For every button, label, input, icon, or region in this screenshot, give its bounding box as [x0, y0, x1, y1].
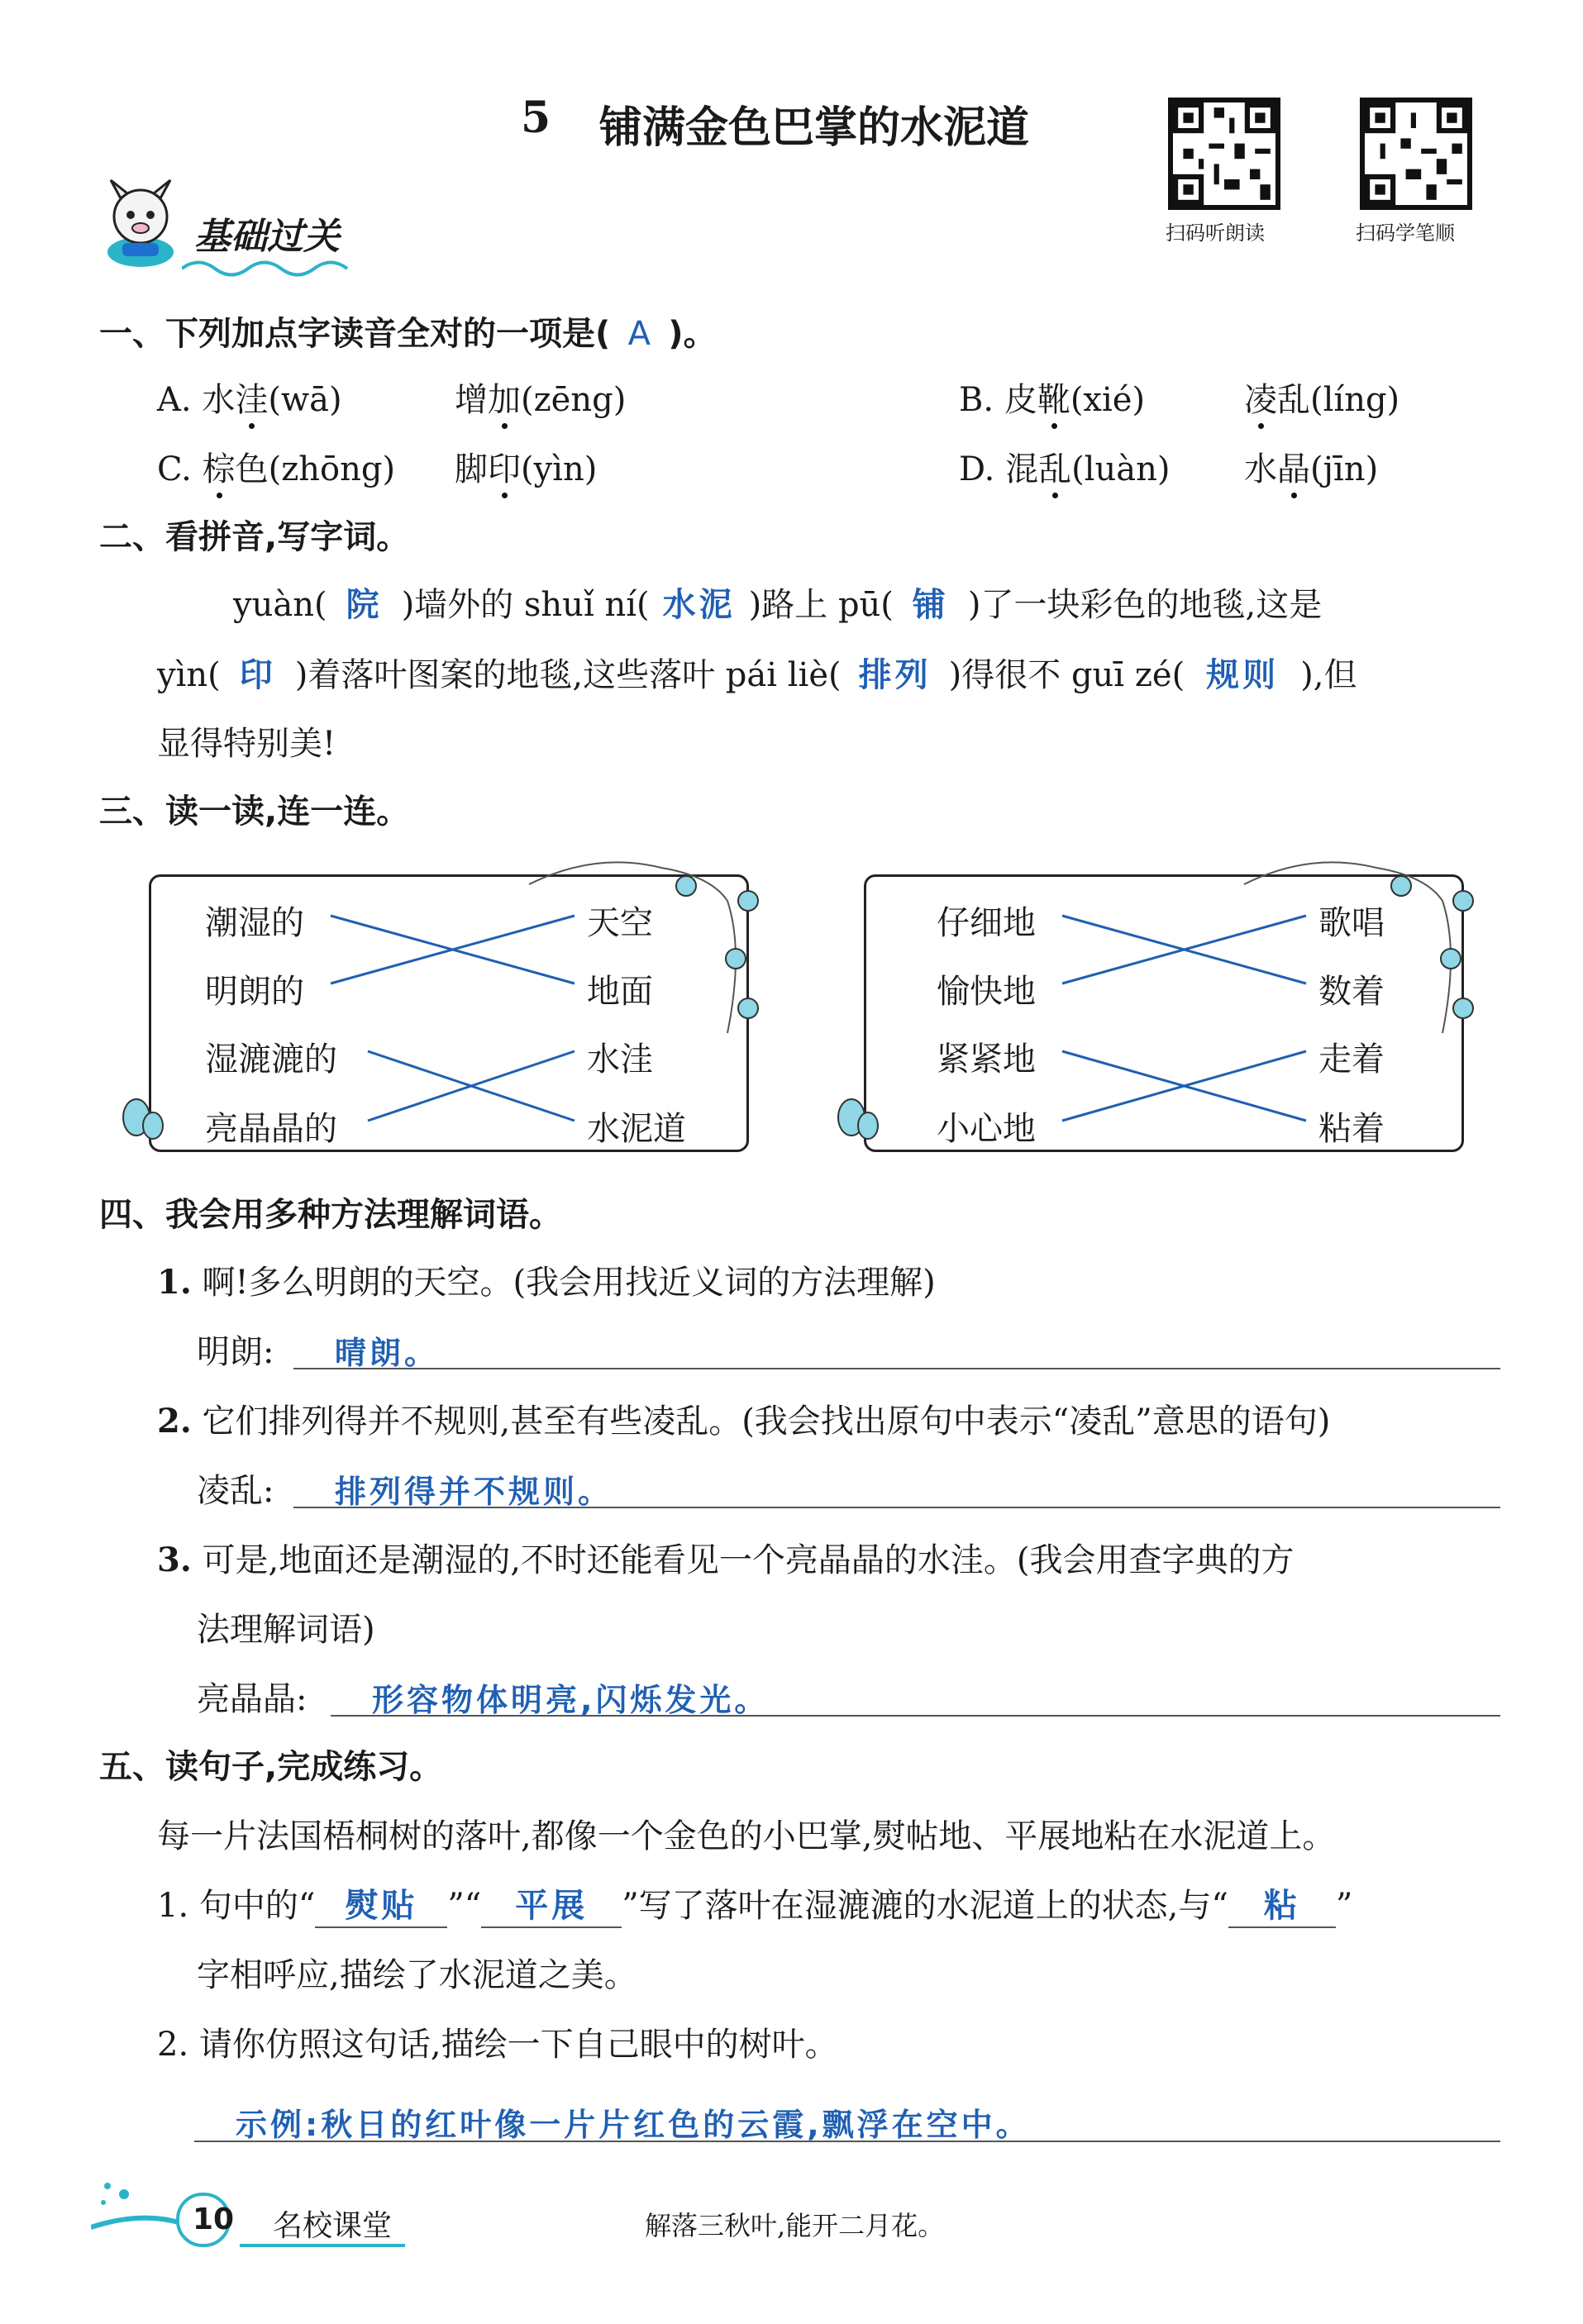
- q2-answer-5: 排列: [858, 656, 932, 694]
- q5-item-2: 2. 请你仿照这句话,描绘一下自己眼中的树叶。: [157, 2026, 838, 2064]
- right-word-3: 紧紧地: [937, 1041, 1036, 1079]
- q1-option-a-second: 增加(zēng): [455, 374, 626, 421]
- q1-answer: A: [627, 315, 651, 353]
- q1-prompt: 一、下列加点字读音全对的一项是( A )。: [99, 315, 717, 353]
- q4-term-2: 凌乱:: [197, 1472, 274, 1510]
- right-word-4: 小心地: [937, 1110, 1036, 1148]
- q1-option-a: A. 水洼(wā): [157, 374, 342, 421]
- q4-term-1: 明朗:: [197, 1333, 274, 1371]
- q2-answer-2: 水泥: [662, 586, 736, 624]
- lesson-title: 铺满金色巴掌的水泥道: [599, 102, 1030, 153]
- q4-answer-3: 形容物体明亮,闪烁发光。: [372, 1682, 770, 1718]
- q4-item-2: 2. 它们排列得并不规则,甚至有些凌乱。(我会找出原句中表示“凌乱”意思的语句): [157, 1402, 1331, 1441]
- q2-answer-3: 铺: [912, 586, 949, 624]
- q4-title: 四、我会用多种方法理解词语。: [99, 1196, 562, 1234]
- q5-item-1: 1. 句中的“ 熨贴 ”“ 平展 ”写了落叶在湿漉漉的水泥道上的状态,与“ 粘 ”: [157, 1879, 1352, 1928]
- q4-answer-2: 排列得并不规则。: [335, 1474, 613, 1510]
- left-word-4: 亮晶晶的: [205, 1110, 337, 1148]
- q1-option-d: D. 混乱(luàn): [959, 443, 1170, 490]
- right-target-2: 数着: [1318, 973, 1385, 1011]
- lesson-number: 5: [521, 93, 551, 143]
- q5-sentence: 每一片法国梧桐树的落叶,都像一个金色的小巴掌,熨帖地、平展地粘在水泥道上。: [157, 1817, 1336, 1855]
- q3-title: 三、读一读,连一连。: [99, 793, 410, 831]
- q2-line-2: yìn( 印 )着落叶图案的地毯,这些落叶 pái liè( 排列 )得很不 guī zé( 规则 ),但: [157, 649, 1357, 696]
- q5-answer-4: 示例:秋日的红叶像一片片红色的云霞,飘浮在空中。: [236, 2107, 1031, 2143]
- q1-option-b-second: 凌乱(líng): [1244, 374, 1399, 421]
- right-target-4: 粘着: [1318, 1110, 1385, 1148]
- q5-title: 五、读句子,完成练习。: [99, 1748, 443, 1786]
- q4-item-1: 1. 啊!多么明朗的天空。(我会用找近义词的方法理解): [157, 1263, 936, 1302]
- qr-caption-reading: 扫码听朗读: [1166, 221, 1265, 245]
- q2-answer-1: 院: [346, 586, 383, 624]
- q2-line-1: yuàn( 院 )墙外的 shuǐ ní( 水泥 )路上 pū( 铺 )了一块彩色的地毯,这是: [233, 579, 1322, 626]
- left-word-2: 明朗的: [205, 973, 304, 1011]
- q5-answer-1: 熨贴: [315, 1879, 447, 1928]
- left-target-1: 天空: [587, 904, 653, 942]
- left-word-1: 潮湿的: [205, 904, 304, 942]
- q4-item-3-cont: 法理解词语): [197, 1611, 375, 1649]
- q4-item-3: 3. 可是,地面还是潮湿的,不时还能看见一个亮晶晶的水洼。(我会用查字典的方: [157, 1541, 1295, 1579]
- q1-option-c-second: 脚印(yìn): [455, 443, 597, 490]
- q1-option-c: C. 棕色(zhōng): [157, 443, 395, 490]
- answer-line: [293, 1368, 1500, 1369]
- q5-item-1-cont: 字相呼应,描绘了水泥道之美。: [197, 1956, 637, 1994]
- proverb: 解落三秋叶,能开二月花。: [645, 2210, 945, 2241]
- q1-option-d-second: 水晶(jīn): [1244, 443, 1378, 490]
- left-target-4: 水泥道: [587, 1110, 686, 1148]
- right-target-1: 歌唱: [1318, 904, 1385, 942]
- q4-term-3: 亮晶晶:: [197, 1680, 308, 1718]
- q4-answer-1: 晴朗。: [335, 1335, 440, 1371]
- q1-option-b: B. 皮靴(xié): [959, 374, 1145, 421]
- page-number: 10: [193, 2203, 235, 2236]
- right-word-2: 愉快地: [937, 973, 1036, 1011]
- q2-line-3: 显得特别美!: [157, 725, 336, 763]
- q5-answer-2: 平展: [481, 1879, 622, 1928]
- brand-name: 名校课堂: [273, 2209, 393, 2243]
- right-target-3: 走着: [1318, 1041, 1385, 1079]
- q2-title: 二、看拼音,写字词。: [99, 518, 410, 556]
- left-target-2: 地面: [587, 973, 653, 1011]
- q5-answer-3: 粘: [1228, 1879, 1336, 1928]
- q2-answer-4: 印: [239, 656, 276, 694]
- left-target-3: 水洼: [587, 1041, 653, 1079]
- qr-caption-strokes: 扫码学笔顺: [1356, 221, 1455, 245]
- section-badge-label: 基础过关: [194, 216, 340, 258]
- left-word-3: 湿漉漉的: [205, 1041, 337, 1079]
- q2-answer-6: 规则: [1206, 656, 1280, 694]
- right-word-1: 仔细地: [937, 904, 1036, 942]
